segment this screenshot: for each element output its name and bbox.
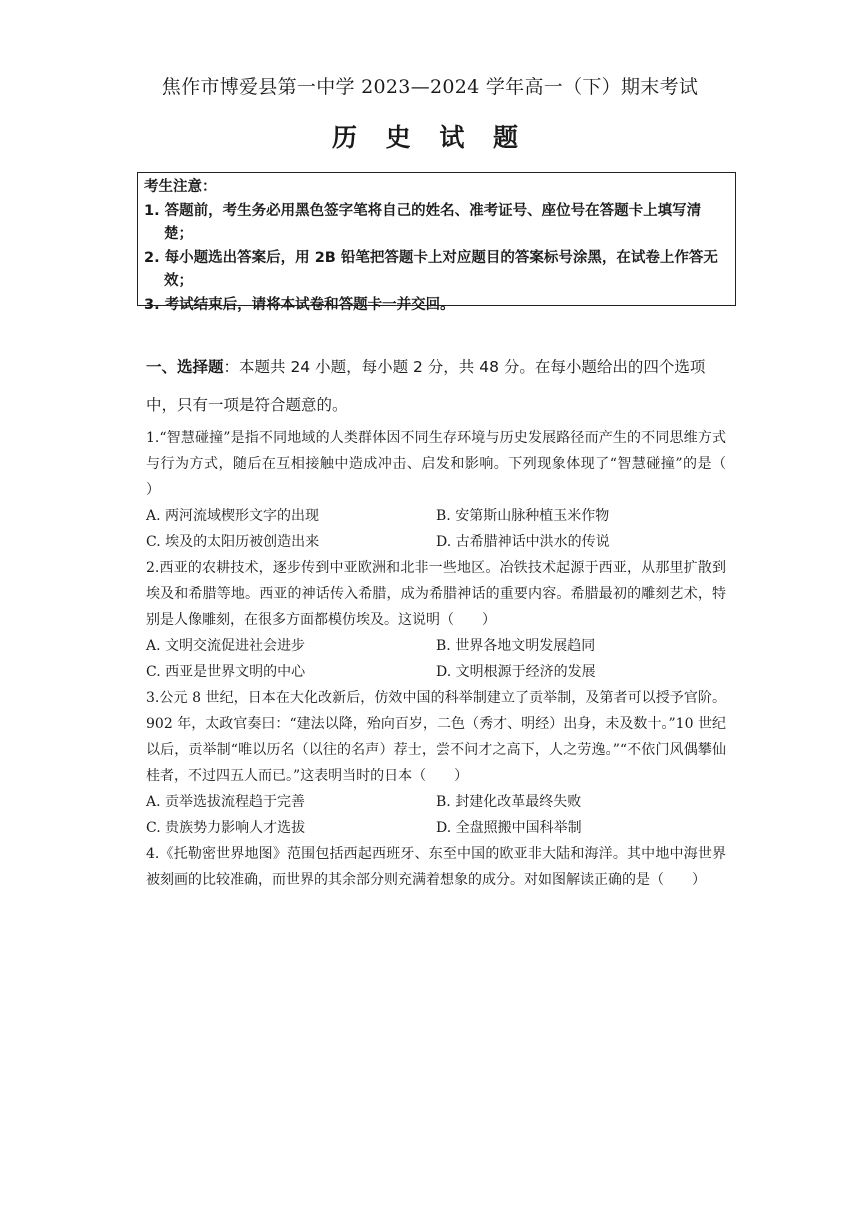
option-d: D. 全盘照搬中国科举制 <box>436 820 582 836</box>
option-b: B. 封建化改革最终失败 <box>436 794 582 810</box>
option-d: D. 古希腊神话中洪水的传说 <box>436 534 610 550</box>
option-row <box>146 815 726 841</box>
option-c: C. 西亚是世界文明的中心 <box>146 664 306 680</box>
question-1 <box>146 425 754 555</box>
question-4 <box>146 841 726 893</box>
option-d: D. 文明根源于经济的发展 <box>436 664 596 680</box>
notice-item: 1. 答题前，考生务必用黑色签字笔将自己的姓名、准考证号、座位号在答题卡上填写清楚； <box>144 202 702 242</box>
option-c: C. 埃及的太阳历被创造出来 <box>146 534 320 550</box>
section-label: 一、选择题 <box>146 358 224 376</box>
notice-item: 3. 考试结束后，请将本试卷和答题卡一并交回。 <box>144 296 455 313</box>
option-row <box>146 659 726 685</box>
notice-item: 2. 每小题选出答案后，用 2B 铅笔把答题卡上对应题目的答案标号涂黑，在试卷上作答无效； <box>144 249 718 289</box>
question-stem: 3.公元 8 世纪，日本在大化改新后，仿效中国的科举制建立了贡举制，及第者可以授予官阶。902 年，太政官奏曰：“建法以降，殆向百岁，二色（秀才、明经）出身，未及数十。”10 世纪以后，贡举制“唯以历名（以往的名声）荐士，尝不问才之高下，人之劳逸。”“不依门风偶攀仙桂者，不过四五人而已。”这表明当时的日本（ ） <box>146 690 726 784</box>
option-row <box>146 789 726 815</box>
option-row <box>146 529 726 555</box>
question-stem: 1.“智慧碰撞”是指不同地域的人类群体因不同生存环境与历史发展路径而产生的不同思维方式与行为方式，随后在互相接触中造成冲击、启发和影响。下列现象体现了“智慧碰撞”的是（ ） <box>146 430 754 498</box>
question-2 <box>146 555 726 685</box>
question-stem: 2.西亚的农耕技术，逐步传到中亚欧洲和北非一些地区。冶铁技术起源于西亚，从那里扩散到埃及和希腊等地。西亚的神话传入希腊，成为希腊神话的重要内容。希腊最初的雕刻艺术，特别是人像雕刻，在很多方面都模仿埃及。这说明（ ） <box>146 560 726 628</box>
option-a: A. 文明交流促进社会进步 <box>146 638 306 654</box>
question-3 <box>146 685 726 841</box>
question-list <box>146 425 754 893</box>
option-b: B. 安第斯山脉种植玉米作物 <box>436 508 610 524</box>
question-stem: 4.《托勒密世界地图》范围包括西起西班牙、东至中国的欧亚非大陆和海洋。其中地中海世界被刻画的比较准确，而世界的其余部分则充满着想象的成分。对如图解读正确的是（ ） <box>146 846 726 888</box>
option-a: A. 贡举选拔流程趋于完善 <box>146 794 306 810</box>
section-description: ：本题共 24 小题，每小题 2 分，共 48 分。在每小题给出的四个选项中，只有一项是符合题意的。 <box>146 358 706 414</box>
option-row <box>146 503 726 529</box>
option-row <box>146 633 726 659</box>
notice-box <box>137 172 736 313</box>
option-c: C. 贵族势力影响人才选拔 <box>146 820 306 836</box>
exam-header-line: 焦作市博爱县第一中学 2023—2024 学年高一（下）期末考试 <box>161 76 699 98</box>
option-b: B. 世界各地文明发展趋同 <box>436 638 596 654</box>
notice-heading: 考生注意： <box>144 179 217 195</box>
exam-title: 历 史 试 题 <box>331 123 529 152</box>
section-heading <box>146 348 736 424</box>
option-a: A. 两河流域楔形文字的出现 <box>146 508 320 524</box>
